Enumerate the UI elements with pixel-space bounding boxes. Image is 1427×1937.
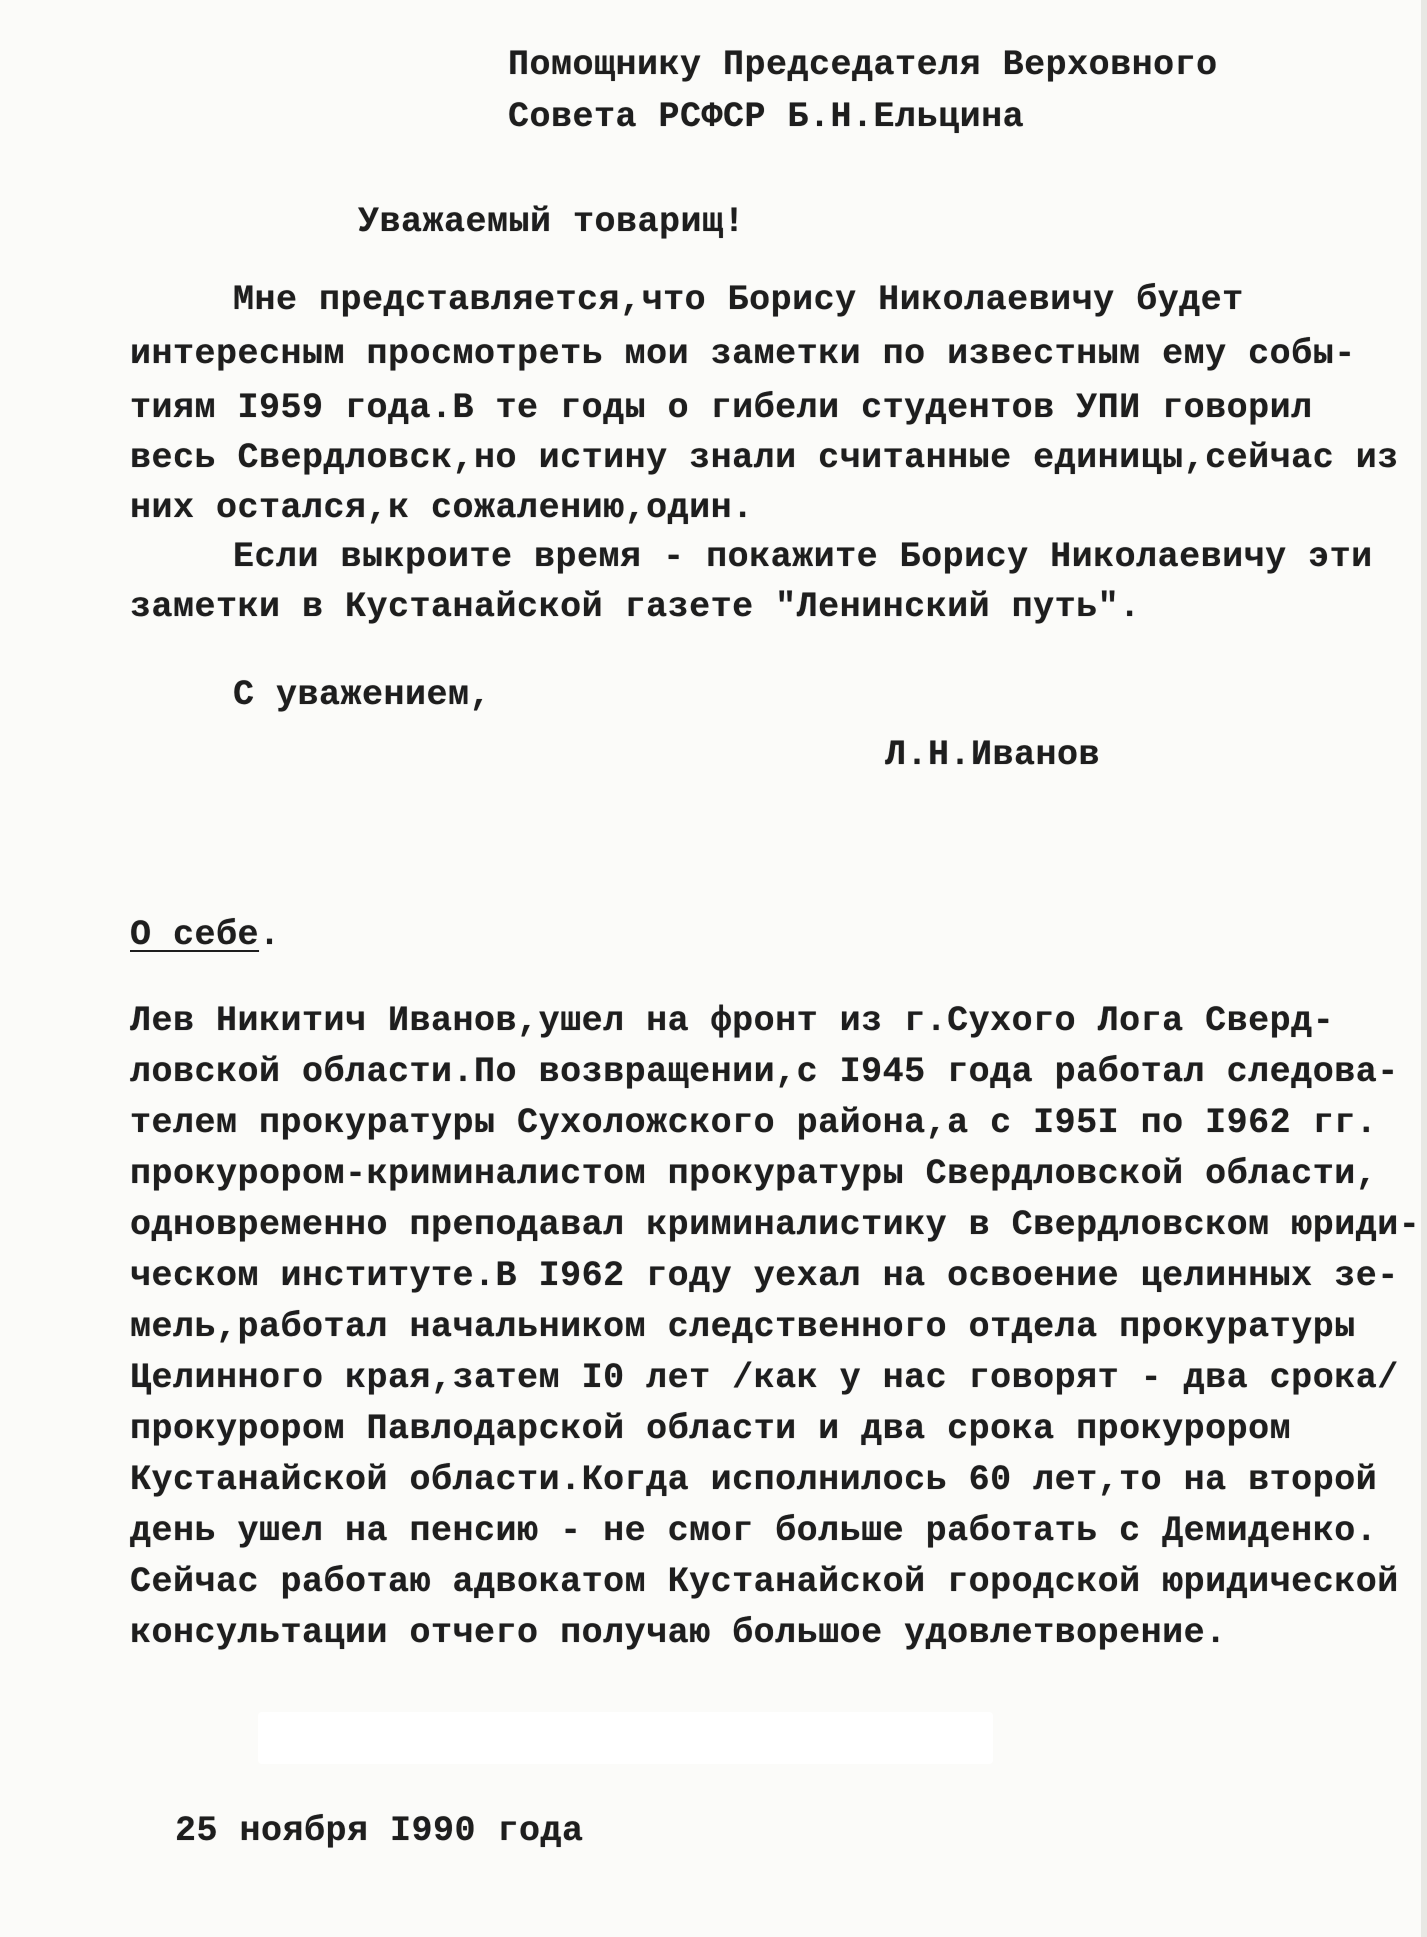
- bio-line: Сейчас работаю адвокатом Кустанайской городской юридической: [130, 1562, 1399, 1602]
- paragraph-line: них остался,к сожалению,один.: [130, 488, 754, 528]
- bio-line: день ушел на пенсию - не смог больше работать с Демиденко.: [130, 1511, 1378, 1551]
- bio-line: консультации отчего получаю большое удовлетворение.: [130, 1613, 1227, 1653]
- paragraph-line: Мне представляется,что Борису Николаевичу будет: [233, 280, 1244, 320]
- paragraph-line: заметки в Кустанайской газете "Ленинский путь".: [130, 587, 1141, 627]
- section-title-punct: .: [259, 915, 281, 955]
- paragraph-line: весь Свердловск,но истину знали считанные единицы,сейчас из: [130, 438, 1399, 478]
- bio-line: прокурором-криминалистом прокуратуры Свердловской области,: [130, 1154, 1378, 1194]
- bio-line: Кустанайской области.Когда исполнилось 60 лет,то на второй: [130, 1460, 1378, 1500]
- bio-line: прокурором Павлодарской области и два срока прокурором: [130, 1409, 1292, 1449]
- closing: С уважением,: [233, 675, 492, 715]
- section-title: [130, 915, 281, 955]
- bio-line: ческом институте.В I962 году уехал на освоение целинных зе-: [130, 1256, 1399, 1296]
- paper-edge: [1421, 0, 1427, 1937]
- addressee-line-1: Помощнику Председателя Верховного: [508, 45, 1218, 85]
- bio-line: Целинного края,затем I0 лет /как у нас говорят - два срока/: [130, 1358, 1399, 1398]
- section-title-text: О себе: [130, 915, 260, 955]
- bio-line: мель,работал начальником следственного отдела прокуратуры: [130, 1307, 1356, 1347]
- bio-line: телем прокуратуры Сухоложского района,а с I95I по I962 гг.: [130, 1103, 1378, 1143]
- addressee-line-2: Совета РСФСР Б.Н.Ельцина: [508, 97, 1025, 137]
- greeting: Уважаемый товарищ!: [358, 202, 746, 242]
- letter-date: 25 ноября I990 года: [175, 1811, 584, 1851]
- signature-name: Л.Н.Иванов: [885, 735, 1101, 775]
- paragraph-line: тиям I959 года.В те годы о гибели студентов УПИ говорил: [130, 388, 1313, 428]
- paragraph-line: интересным просмотреть мои заметки по известным ему собы-: [130, 334, 1356, 374]
- redaction-mark: [258, 1712, 993, 1764]
- paragraph-line: Если выкроите время - покажите Борису Николаевичу эти: [233, 537, 1373, 577]
- bio-line: одновременно преподавал криминалистику в Свердловском юриди-: [130, 1205, 1421, 1245]
- bio-line: ловской области.По возвращении,с I945 года работал следова-: [130, 1052, 1399, 1092]
- bio-line: Лев Никитич Иванов,ушел на фронт из г.Сухого Лога Сверд-: [130, 1001, 1335, 1041]
